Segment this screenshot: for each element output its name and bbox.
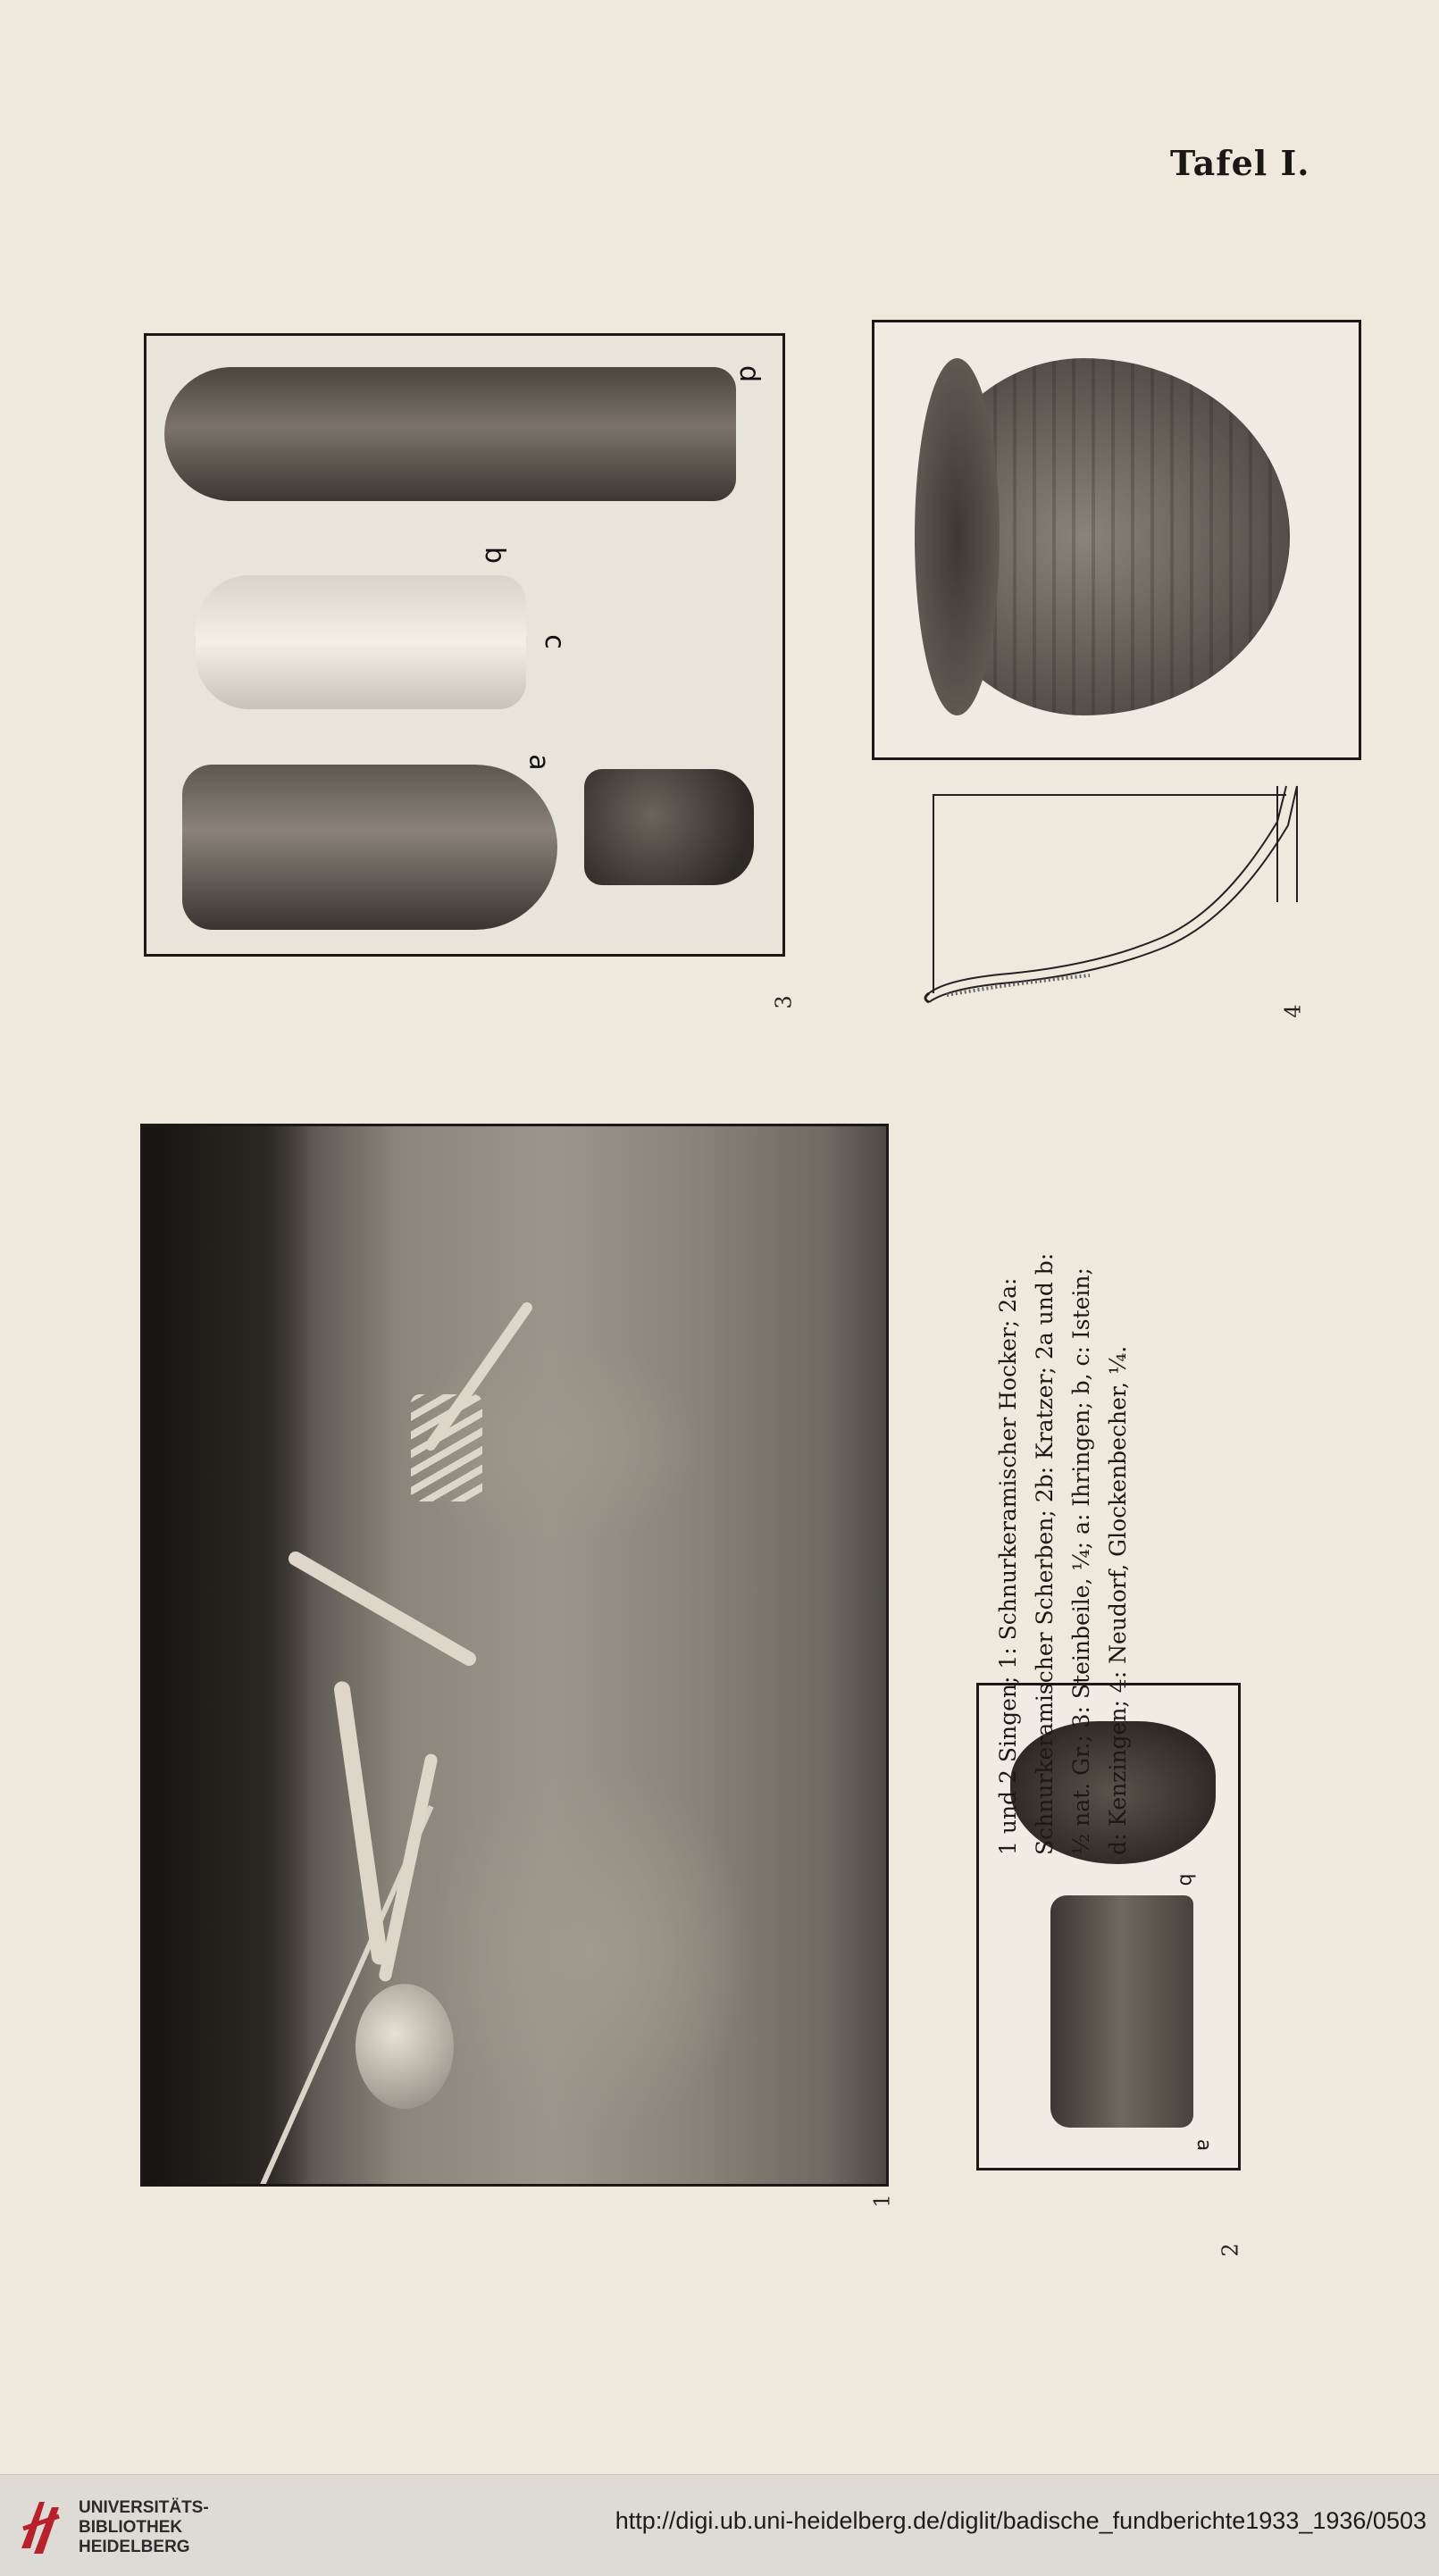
plate-1-skeleton-photo — [140, 1124, 889, 2187]
figure-number-2: 2 — [1217, 2243, 1243, 2257]
heidelberg-library-logo-icon — [18, 2495, 64, 2557]
plate-3-label-d: d — [733, 364, 766, 383]
caption-line: ½ nat. Gr.; 3: Steinbeile, ¼; a: Ihringen; b, c: Istein; — [1068, 1267, 1094, 1855]
caption-line: 1 und 2 Singen; 1: Schnurkeramischer Hocker; 2a: — [995, 1277, 1021, 1855]
plate-3-label-b: b — [479, 546, 511, 565]
library-name-line: HEIDELBERG — [79, 2538, 190, 2556]
plate-1-grass-edge — [143, 1126, 313, 2184]
library-name-line: BIBLIOTHEK — [79, 2518, 183, 2537]
page-title: Tafel I. — [1170, 143, 1310, 183]
library-name — [79, 2498, 209, 2557]
beaker-profile-drawing — [911, 768, 1322, 1009]
plate-1-femur — [333, 1680, 389, 1965]
caption-line: d: Kenzingen; 4: Neudorf, Glockenbecher, ¼. — [1105, 1345, 1131, 1855]
plate-3-axe-a — [182, 765, 557, 930]
plate-4-beaker-rim — [915, 358, 1000, 715]
plate-3-stone-axes-photo — [144, 333, 785, 957]
caption-line: Schnurkeramischer Scherben; 2b: Kratzer; 2a und b: — [1032, 1252, 1058, 1855]
plate-1-tibia — [378, 1752, 439, 1982]
plate-2-sherd — [1050, 1895, 1193, 2128]
source-url-link[interactable]: http://digi.ub.uni-heidelberg.de/diglit/badische_fundberichte1933_1936/0503 — [615, 2507, 1426, 2534]
plate-1-skull — [356, 1984, 454, 2109]
figure-number-3: 3 — [771, 995, 797, 1009]
plate-3-axe-d — [164, 367, 736, 501]
plate-3-axe-b — [196, 575, 526, 709]
plate-2-label-a: a — [1192, 2138, 1216, 2152]
plate-1-ribs — [411, 1394, 482, 1501]
figure-number-1: 1 — [869, 2194, 895, 2208]
plate-1-spine — [286, 1549, 479, 1669]
plate-3-label-a: a — [523, 754, 555, 771]
library-footer — [0, 2474, 1439, 2576]
plate-caption — [990, 1248, 1136, 1855]
plate-4-bell-beaker-photo — [872, 320, 1361, 760]
plate-2-label-b: b — [1175, 1873, 1198, 1886]
figure-number-4: 4 — [1280, 1004, 1306, 1018]
plate-3-label-c: c — [538, 634, 570, 649]
plate-3-axe-c — [584, 769, 754, 885]
bleed-through-mark — [161, 152, 172, 188]
library-name-line: UNIVERSITÄTS- — [79, 2498, 209, 2517]
